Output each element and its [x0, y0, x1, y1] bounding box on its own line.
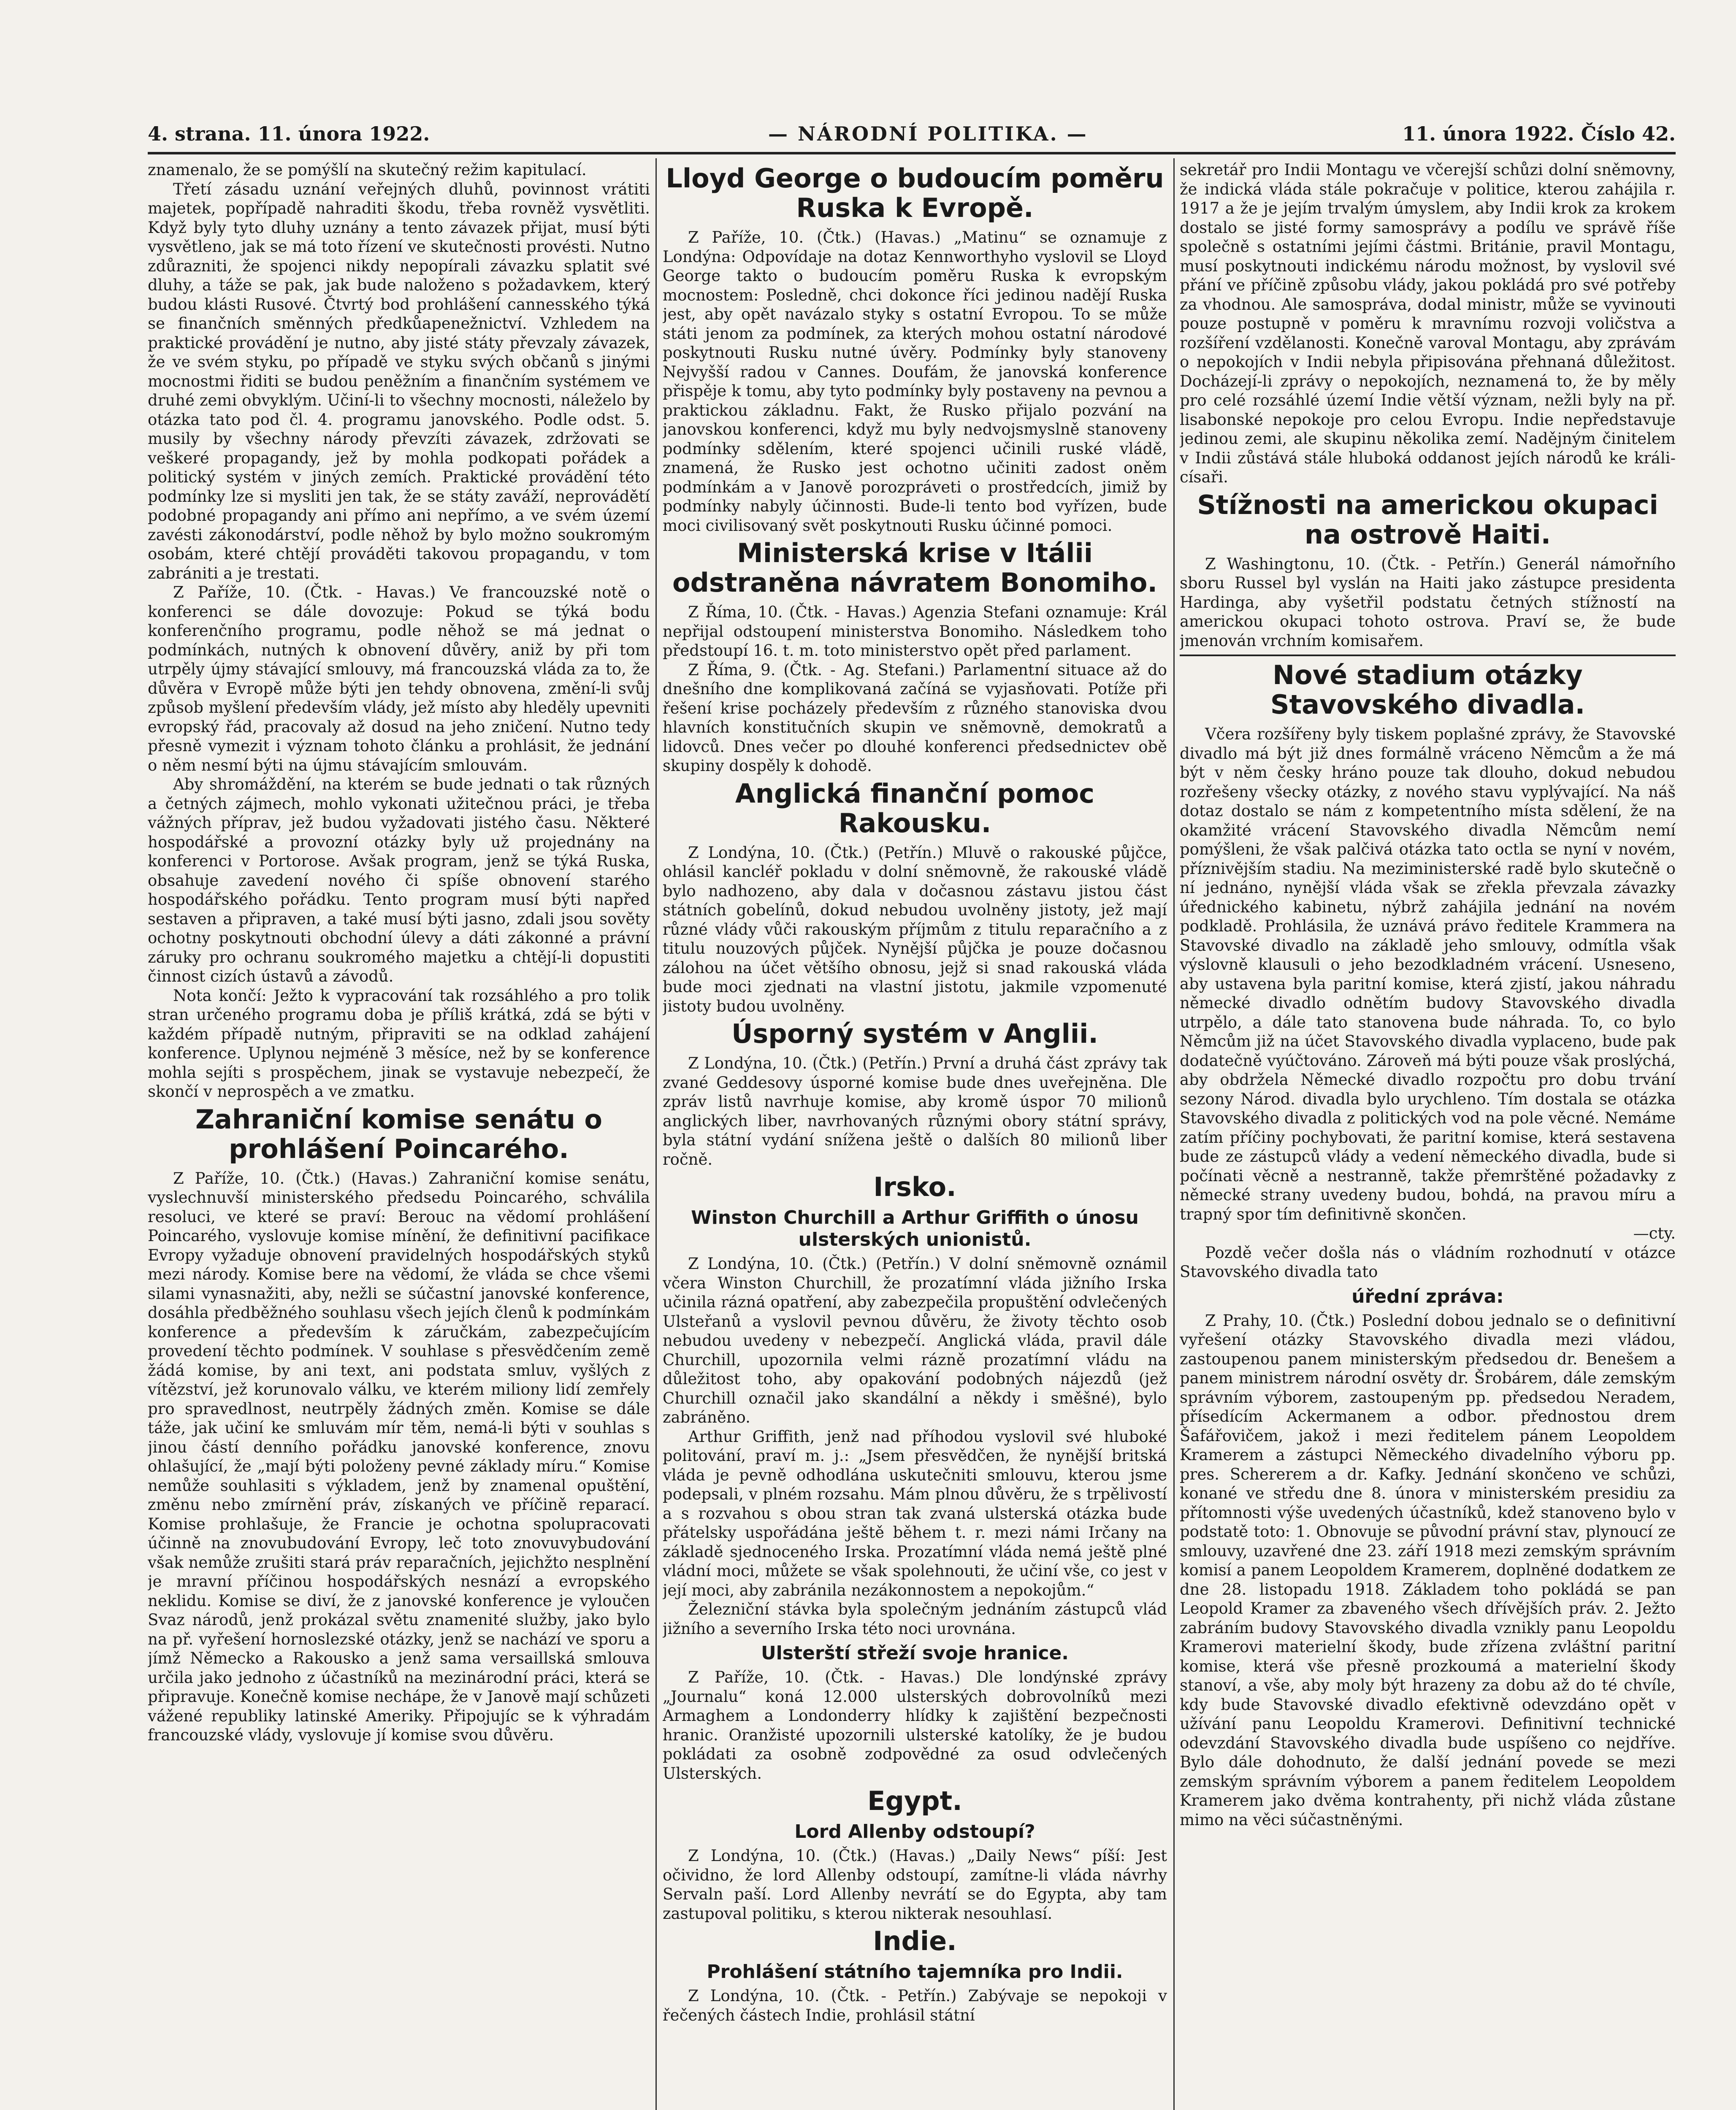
subheadline-official-report: úřední zpráva: — [1351, 1285, 1504, 1307]
article-text: Z Paříže, 10. (Čtk.) (Havas.) Zahraniční komise senátu, vyslechnuvší ministerského předsedu Poincarého, schválila resoluci, ve které se praví: Berouc na vědomí prohlášení Poincarého, vyslovuje komise mínění, že definitivní pacifikace Evropy vyžaduje obnovení pravidelných hospodářských styků mezi národy. Komise bere na vědomí, že vláda se chce všemi silami vynasnažiti, aby, nežli se súčastní janovské konference, dosáhla předběžného souhlasu všech jejích členů k podmínkám konference a především k záručkám, zabezpečujícím provedení těchto podmínek. V souhlase s přesvědčením země žádá komise, by ani text, ani podstata smluv, vyšlých z vítězství, jež korunovalo válku, ve kterém miliony lidí zemřely pro spravedlnost, neutrpěly žádných změn. Komise se dále táže, jak učiní ke smluvám mír těm, nemá-li býti v souhlas s jinou částí denního pořádku janovské konference, znovu ohlašující, že „mají býti položeny pevné základy míru.“ Komise nemůže souhlasiti s výkladem, jenž by znamenal opuštění, změnu nebo zmírnění práv, získaných ve příčině reparací. Komise prohlašuje, že Francie je ochotna spolupracovati účinně na znovubudování Evropy, leč toto znovuvybudování však nemůže zrušiti stará práv reparačních, jejichžto nesplnění je mravní příčinou hospodářských nesnází a evropského neklidu. Komise se diví, že z janovské konference je vyloučen Svaz národů, jenž prokázal světu znamenité služby, jako bylo na př. vyřešení hornoslezské otázky, jenž se nachází ve sporu a jímž Německo a Rakousko a jenž sama versaillská smlouva určila jako jednoho z účastníků na mezinárodní práci, která se připravuje. Konečně komise nechápe, že v Janově mají schůzeti vážené republiky latinské Ameriky. Připojujíc se k výhradám francouzské vlády, vyslovuje jí komise svou důvěru. — [148, 1169, 650, 1744]
header-rule — [148, 152, 1676, 154]
column-divider-1 — [655, 158, 657, 2110]
headline-india: Indie. — [873, 1926, 957, 1956]
subheadline-ireland: Winston Churchill a Arthur Griffith o únosu ulsterských unionistů. — [691, 1207, 1139, 1250]
article-text: Včera rozšířeny byly tiskem poplašné zprávy, že Stavovské divadlo má být již dnes formálně vráceno Němcům a že má být v něm česky hráno pouze tak dlouho, dokud nebudou rozřešeny všecky otázky, z nového stavu vyplývající. Na náš dotaz dostalo se nám z kompetentního místa sdělení, že na okamžité vrácení Stavovského divadla Němcům nemí pomýšleni, že však palčivá otázka tato octla se nyní v novém, příznivějším stadiu. Na meziministerské radě bylo skutečně o ní jednáno, nynější vláda však se zřekla převzala závazky úřednického kabinetu, nýbrž zahájila jednání na novém podkladě. Prohlásila, že uznává právo ředitele Krammera na Stavovské divadlo na základě jeho smlouvy, odmítla však výslovně klausuli o jeho bezodkladném vrácení. Usneseno, aby ustavena byla paritní komise, která zjistí, jakou náhradu německé divadlo odnětím budovy Stavovského divadla utrpělo, a dále tato stanovena bude náhrada. To, co bylo Němcům již na účet Stavovského divadla vyplaceno, bude pak dodatečně vyúčtováno. Zároveň má býti pouze však proslýchá, aby obdržela Německé divadlo rozpočtu pro dobu trvání sezony Národ. divadla bylo urychleno. Tím dostala se otázka Stavovského divadla z politických vod na pole věcné. Nemáme zatím příčiny pochybovati, že paritní komise, která sestavena bude ze zástupců vlády a vedení německého divadla, bude si počínati věcně a nestranně, takže přemrštěné požadavky z německé strany uvedeny budou, bohdá, na pravou míru a trapný spor tím definitivně skončen. — [1180, 725, 1676, 1223]
article-text: Z Londýna, 10. (Čtk.) (Havas.) „Daily News“ píší: Jest očividno, že lord Allenby odstoupí, zamítne-li vláda návrhy Servaln paší. Lord Allenby nevrátí se do Egypta, aby tam zastupoval politiku, s kterou nikterak nesouhlasí. — [663, 1847, 1167, 1923]
headline-haiti: Stížnosti na americkou okupaci na ostrově Haiti. — [1197, 489, 1658, 550]
headline-ireland: Irsko. — [873, 1171, 956, 1202]
headline-lloyd-george: Lloyd George o budoucím poměru Ruska k Evropě. — [666, 163, 1164, 223]
column-3 — [1180, 160, 1676, 2110]
article-text: Z Paříže, 10. (Čtk.) (Havas.) „Matinu“ se oznamuje z Londýna: Odpovídaje na dotaz Kennworthyho vyslovil se Lloyd George takto o budoucím poměru Ruska k evropským mocnostem: Posledně, chci dokonce říci jedinou nadějí Ruska jest, aby opět navázalo styky s ostatní Evropou. To se může státi jenom za podmínek, za kterých mohou ostatní národové poskytnouti Rusku nutné úvěry. Podmínky byly stanoveny Nejvyšší radou v Cannes. Doufám, že janovská konference přispěje k tomu, aby tyto podmínky byly postaveny na pevnou a praktickou základnu. Fakt, že Rusko přijalo pozvání na janovskou konferenci, když mu byly nedvojsmyslně stanoveny podmínky sdělením, které spojenci učinili ruské vládě, znamená, že Rusko jest ochotno učiniti zadost oněm podmínkám a v Janově porozpráveti o prostředcích, jimiž by podmínky nabyly účinnosti. Bude-li tento bod vyřízen, bude moci civilisovaný svět poskytnouti Rusku účinné pomoci. — [663, 228, 1167, 535]
page-header — [148, 122, 1676, 152]
article-text: Aby shromáždění, na kterém se bude jednati o tak různých a četných zájmech, mohlo vykonati užitečnou práci, je třeba vážných příprav, jež budou vyžadovati jistého času. Některé hospodářské a provozní otázky byly už projednány na konferenci v Portorose. Avšak program, jenž se týká Ruska, obsahuje zavedení nového či spíše obnovení starého hospodářského pořádku. Tento program musí býti napřed sestaven a připraven, a také musí býti jasno, zdali jsou sověty ochotny poskytnouti obchodní úlevy a dáti zákonné a právní záruky pro ochranu soukromého majetku a chtějí-li dopustiti činnost cizích ústavů a závodů. — [148, 775, 650, 985]
article-text: Z Říma, 9. (Čtk. - Ag. Stefani.) Parlamentní situace až do dnešního dne komplikovaná začíná se vyjasňovati. Potíže při řešení krise pocházely především z různého stanoviska dvou hlavních konstitučních skupin ve sněmovně, demokratů a lidovců. Dnes večer po dlouhé konferenci předsednictev obě skupiny dospěly k dohodě. — [663, 660, 1167, 775]
article-text: Z Londýna, 10. (Čtk. - Petřín.) Zabývaje se nepokoji v řečených částech Indie, prohlásil státní — [663, 1987, 1167, 2024]
column-divider-2 — [1173, 158, 1175, 2110]
article-text: znamenalo, že se pomýšlí na skutečný režim kapitulací. — [148, 161, 587, 179]
headline-estates-theatre: Nové stadium otázky Stavovského divadla. — [1270, 660, 1585, 720]
article-text: Z Londýna, 10. (Čtk.) (Petřín.) V dolní sněmovně oznámil včera Winston Churchill, že prozatímní vláda jižního Irska učinila rázná opatření, aby zabezpečila propuštění odvlečených Ulsteřanů a vyslovil pevnou důvěru, že životy těchto osob nebudou uvedeny v nebezpečí. Anglická vláda, pravil dále Churchill, upozornila velmi rázně prozatímní vládu na důležitost toho, aby opakování podobných nájezdů (jež Churchill označil jako skandální a někdy i směšné), bylo zabráněno. — [663, 1255, 1167, 1426]
headline-italy-crisis: Ministerská krise v Itálii odstraněna návratem Bonomiho. — [672, 538, 1158, 598]
headline-senate-commission: Zahraniční komise senátu o prohlášení Poincarého. — [195, 1104, 602, 1164]
article-text: Nota končí: Ježto k vypracování tak rozsáhlého a pro tolik stran určeného programu doba je příliš krátká, zdá se býti v každém případě nutným, připraviti se na odklad zahájení konference. Uplynou nejméně 3 měsíce, než by se konference mohla sejíti s prospěchem, jinak se vystavuje nebezpečí, že skončí v neprospěch a ve zmatku. — [148, 986, 650, 1101]
headline-uk-savings: Úsporný systém v Anglii. — [731, 1018, 1098, 1049]
header-left: 4. strana. 11. února 1922. — [148, 122, 430, 145]
headline-egypt: Egypt. — [867, 1785, 962, 1816]
subheadline-ulster: Ulsterští střeží svoje hranice. — [761, 1642, 1069, 1664]
article-text: Z Říma, 10. (Čtk. - Havas.) Agenzia Stefani oznamuje: Král nepřijal odstoupení ministerstva Bonomiho. Následkem toho předstoupí 16. t. m. toto ministerstvo opět před parlament. — [663, 603, 1167, 660]
article-text: Železniční stávka byla společným jednáním zástupců vlád jižního a severního Irska této noci urovnána. — [663, 1600, 1167, 1638]
subheadline-india: Prohlášení státního tajemníka pro Indii. — [707, 1961, 1123, 1983]
headline-austria-aid: Anglická finanční pomoc Rakousku. — [735, 778, 1095, 839]
article-text: Arthur Griffith, jenž nad příhodou vyslovil své hluboké politování, praví m. j.: „Jsem přesvědčen, že nynější britská vláda je pevně odhodlána uskutečniti smlouvu, kterou jsme podepsali, v plném rozsahu. Mám plnou důvěru, že s trpělivostí a s rozvahou s obou stran tak zvaná ulsterská otázka bude přátelsky uspořádána ještě během t. r. mezi námi Irčany na základě sjednoceného Irska. Prozatímní vláda nemá ještě plné vládní moci, můžete se však spolehnouti, že učiní vše, co jest v její moci, aby zabránila nezákonnostem a nepokojům.“ — [663, 1427, 1167, 1599]
article-text: Z Paříže, 10. (Čtk. - Havas.) Dle londýnské zprávy „Journalu“ koná 12.000 ulsterských dobrovolníků mezi Armaghem a Londonderry hlídky k zajištění bezpečnosti hranic. Oranžisté upozornili ulsterské katolíky, že je budou pokládati za osobně zodpovědné za osud odvlečených Ulsterských. — [663, 1668, 1167, 1783]
article-text: Z Londýna, 10. (Čtk.) (Petřín.) První a druhá část zprávy tak zvané Geddesovy úsporné komise bude dnes uveřejněna. Dle zpráv listů navrhuje komise, aby kromě úspor 70 milionů anglických liber, navrhovaných různými obory státní správy, byla státní vydání snížena ještě o dalších 80 milionů liber ročně. — [663, 1054, 1167, 1169]
article-text: Z Prahy, 10. (Čtk.) Poslední dobou jednalo se o definitivní vyřešení otázky Stavovského divadla mezi vládou, zastoupenou panem ministerským předsedou dr. Benešem a panem ministrem národní osvěty dr. Šrobárem, dále zemským správním výborem, zastoupeným pp. předsedou Neradem, přísedícím Ackermanem a odbor. přednostou drem Šafářovičem, jakož i mezi ředitelem pánem Leopoldem Kramerem a zástupci Německého divadelního výboru pp. pres. Schererem a dr. Kafky. Jednání skončeno ve schůzi, konané ve středu dne 8. února v ministerském presidiu za přítomnosti výše uvedených účastníků, kdež stanoveno bylo v podstatě toto: 1. Obnovuje se původní právní stav, plynoucí ze smlouvy, uzavřené dne 23. září 1918 mezi zemským správním komisí a panem Leopoldem Kramerem, doplněné dodatkem ze dne 28. listopadu 1918. Základem toho pokládá se pan Leopold Kramer za zbaveného všech dřívějších práv. 2. Ježto zabráním budovy Stavovského divadla vznikly panu Leopoldu Kramerovi materielní škody, bude zřízena zvláštní paritní komise, která vše přesně prozkoumá a materielní škody stanoví, a vše, aby moly být hrazeny za dobu až do té chvíle, kdy bude Stavovské divadlo efektivně odevzdáno opět v užívání panu Leopoldu Kramerovi. Definitivní technické odevzdání Stavovského divadla bude uspíšeno co nejdříve. Bylo dále dohodnuto, že další jednání povede se mezi zemským správním výborem a panem ředitelem Leopoldem Kramerem jako dvěma kontrahenty, při nichž vláda zůstane mimo na věci súčastněnými. — [1180, 1311, 1676, 1829]
signature: —cty. — [1633, 1224, 1676, 1242]
article-text: Z Washingtonu, 10. (Čtk. - Petřín.) Generál námořního sboru Russel byl vyslán na Haiti jako zástupce presidenta Hardinga, aby vyšetřil podstatu četných stížností na americkou okupaci tohoto ostrova. Praví se, že bude jmenován vrchním komisařem. — [1180, 555, 1676, 650]
article-text: Pozdě večer došla nás o vládním rozhodnutí v otázce Stavovského divadla tato — [1180, 1243, 1676, 1281]
section-rule — [1180, 655, 1676, 656]
column-1 — [148, 160, 650, 2110]
article-text: Třetí zásadu uznání veřejných dluhů, povinnost vrátiti majetek, popřípadě nahraditi škodu, třeba rovněž vysvětliti. Když byly tyto dluhy uznány a tento závazek přijat, musí býti vysvětleno, jak se má toto řízení ve skutečnosti provésti. Nutno zdůrazniti, že spojenci nikdy nepopírali závazku splatit své dluhy, a táže se pak, jak bude naloženo s požadavkem, který budou klásti Rusové. Čtvrtý bod prohlášení cannesského týká se finančních směnných předkůapenežnictví. Vzhledem na praktické provádění je nutno, aby jisté státy převzaly závazek, že ve svém styku, po případě ve styku svých občanů s jinými mocnostmi řiditi se budou peněžním a finančním systémem ve druhé zemi obvyklým. Učiní-li to všechny mocnosti, náleželo by otázka tato pod čl. 4. programu janovského. Podle odst. 5. musily by všechny národy převzíti závazek, zdržovati se veškeré propagandy, jež by mohla podkopati pořádek a politický systém v jiných zemích. Praktické provádění této podmínky lze si mysliti jen tak, že se státy zaváží, neprovádětí podobné propagandy ani přímo ani nepřímo, a ve svém území zavésti zákonodárství, podle něhož by bylo možno soukromým osobám, které chtějí prováděti takovou propagandu, v tom zabrániti a je trestati. — [148, 180, 650, 582]
subheadline-egypt: Lord Allenby odstoupí? — [794, 1821, 1035, 1842]
article-text: Z Paříže, 10. (Čtk. - Havas.) Ve francouzské notě o konferenci se dále dovozuje: Pokud se týká bodu konferenčního programu, podle něhož se má jednat o podmínkách, nutných k obnovení důvěry, aniž by při tom utrpěly újmy stávající smlouvy, má francouzská vláda za to, že důvěra v Evropě může býti jen tehdy obnovena, změní-li svůj způsob myšlení především vlády, jež místo aby hleděly upevniti evropský řád, pracovaly až dosud na jeho zničení. Nutno tedy přesně vymezit i význam tohoto článku a prohlásit, že jednání o něm nesmí býti na újmu stávajícím smlouvám. — [148, 583, 650, 774]
masthead: — NÁRODNÍ POLITIKA. — — [768, 122, 1088, 145]
column-2 — [663, 160, 1167, 2110]
header-right: 11. února 1922. Číslo 42. — [1402, 122, 1676, 145]
article-text: Z Londýna, 10. (Čtk.) (Petřín.) Mluvě o rakouské půjčce, ohlásil kancléř pokladu v dolní sněmovně, že rakouské vládě bylo nadhozeno, aby dala v dočasnou zástavu jistou část státních gobelínů, dokud nebudou uvolněny jistoty, jež mají různé vlády vůči rakouským příjmům z titulu reparačního a z titulu nouzových půjček. Nynější půjčka je pouze dočasnou zálohou na účet většího obnosu, jejž si snad rakouská vláda bude moci zjednati na vlastní jistotu, jakmile vzpomenuté jistoty budou uvolněny. — [663, 843, 1167, 1015]
article-text: sekretář pro Indii Montagu ve včerejší schůzi dolní sněmovny, že indická vláda stále pokračuje v politice, kterou zahájila r. 1917 a že je jejím trvalým úmyslem, aby Indii krok za krokem dostalo se jisté formy samosprávy a podílu ve správě říše společně s ostatními jejími částmi. Británie, pravil Montagu, musí poskytnouti indickému národu možnost, by vyslovil své přání ve příčině způsobu vlády, jakou pokládá pro své potřeby za vhodnou. Ale samospráva, dodal ministr, může se vyvinouti pouze postupně v poměru k mravnímu rozvoji voličstva a rozšíření vzdělanosti. Konečně varoval Montagu, aby zprávám o nepokojích v Indii nebyla připisována přehnaná důležitost. Docházejí-li zprávy o nepokojích, neznamená to, že by měly pro celé rozsáhlé území Indie větší význam, nežli byly na př. lisabonské nepokoje pro celou Evropu. Indie nepředstavuje jedinou zemi, ale skupinu několika zemí. Nadějným činitelem v Indii zůstává stále hluboká oddanost jejích národů ke králi-císaři. — [1180, 161, 1676, 486]
